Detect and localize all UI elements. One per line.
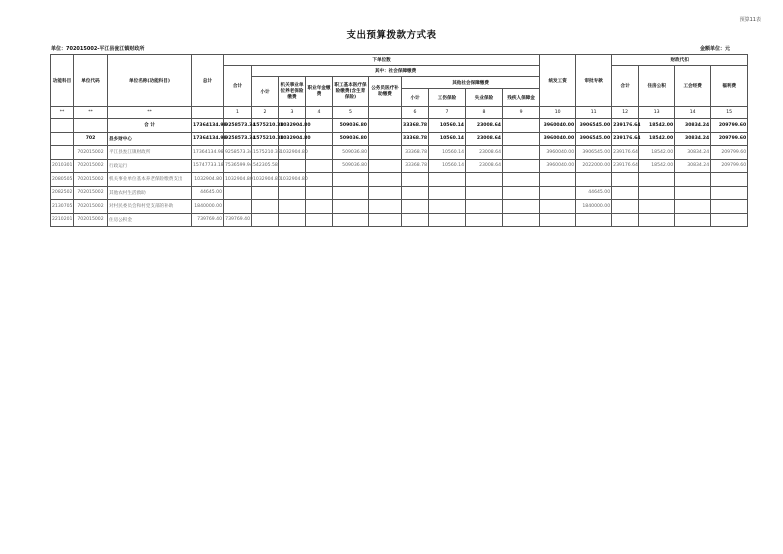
cell-civil-med <box>369 119 402 133</box>
cell-housing <box>639 173 675 187</box>
cell-salary: 3960040.00 <box>540 146 576 160</box>
cell-welfare <box>711 200 748 214</box>
cell-heji <box>224 200 252 214</box>
cell-medical: 509036.80 <box>333 159 369 173</box>
index-cell: 12 <box>612 107 639 119</box>
cell-heji: 7536599.94 <box>224 159 252 173</box>
cell-medical <box>333 186 369 200</box>
cell-func <box>51 146 74 160</box>
cell-xiaoji: 1032904.80 <box>252 173 279 187</box>
cell-union: 30834.24 <box>675 132 711 146</box>
cell-total: 1032904.80 <box>192 173 224 187</box>
cell-audit: 3906545.00 <box>576 132 612 146</box>
header-disabled: 残疾人保障金 <box>503 89 540 107</box>
header-xiaoji: 小计 <box>252 77 279 107</box>
cell-disabled <box>503 186 540 200</box>
header-unemploy: 失业保险 <box>466 89 503 107</box>
header-unit-code: 单位代码 <box>74 55 108 107</box>
cell-injury <box>429 186 466 200</box>
cell-disabled <box>503 146 540 160</box>
cell-welfare: 209799.60 <box>711 119 748 133</box>
cell-total: 17364134.98 <box>192 146 224 160</box>
header-audit: 审批专款 <box>576 55 612 107</box>
header-lower-unit: 下单位数 <box>224 55 540 66</box>
header-pension: 机关事业单位养老保险缴费 <box>279 77 306 107</box>
header-social-sec: 其中：社会保障缴费 <box>252 66 540 77</box>
cell-func: 2010301 <box>51 159 74 173</box>
cell-housing <box>639 200 675 214</box>
header-housing: 住房公积 <box>639 66 675 107</box>
cell-annuity <box>306 159 333 173</box>
cell-union: 30834.24 <box>675 146 711 160</box>
cell-func: 2210201 <box>51 213 74 227</box>
cell-civil-med <box>369 159 402 173</box>
header-other-xiaoji: 小计 <box>402 89 429 107</box>
cell-salary <box>540 213 576 227</box>
cell-welfare: 209799.60 <box>711 159 748 173</box>
header-annuity: 职业年金缴费 <box>306 77 333 107</box>
cell-housing: 18542.00 <box>639 132 675 146</box>
cell-xiaoji <box>252 213 279 227</box>
cell-fd-heji <box>612 213 639 227</box>
cell-housing: 18542.00 <box>639 159 675 173</box>
cell-oxiaoji: 33368.78 <box>402 132 429 146</box>
cell-name: 行政运行 <box>108 159 192 173</box>
cell-audit: 3906545.00 <box>576 119 612 133</box>
cell-total: 17364134.98 <box>192 119 224 133</box>
cell-name: 平江县瓮江镇财政所 <box>108 146 192 160</box>
header-heji: 合计 <box>224 66 252 107</box>
cell-salary: 3960040.00 <box>540 132 576 146</box>
cell-medical <box>333 200 369 214</box>
cell-code: 702015002 <box>74 173 108 187</box>
cell-disabled <box>503 200 540 214</box>
header-civil-med: 公务员医疗补助缴费 <box>369 77 402 107</box>
cell-injury: 10560.14 <box>429 146 466 160</box>
cell-func <box>51 132 74 146</box>
cell-oxiaoji <box>402 186 429 200</box>
index-cell: 2 <box>252 107 279 119</box>
cell-unemploy: 23008.64 <box>466 146 503 160</box>
index-cell: 9 <box>503 107 540 119</box>
index-cell: ** <box>74 107 108 119</box>
cell-civil-med <box>369 132 402 146</box>
cell-salary: 3960040.00 <box>540 159 576 173</box>
cell-unemploy: 23008.64 <box>466 132 503 146</box>
cell-injury <box>429 200 466 214</box>
cell-name: 对村民委员会和村党支部的补助 <box>108 200 192 214</box>
table-row <box>51 213 748 227</box>
cell-fd-heji: 239176.64 <box>612 159 639 173</box>
header-fiscal-direct: 财政代扣 <box>612 55 748 66</box>
cell-code: 702015002 <box>74 146 108 160</box>
cell-salary <box>540 173 576 187</box>
cell-code: 702015002 <box>74 213 108 227</box>
cell-oxiaoji <box>402 173 429 187</box>
cell-unemploy <box>466 186 503 200</box>
unit-org-label: 单位：702015002-平江县瓮江镇财政所 <box>51 46 145 52</box>
cell-civil-med <box>369 173 402 187</box>
table-row <box>51 173 748 187</box>
cell-disabled <box>503 119 540 133</box>
cell-fd-heji <box>612 200 639 214</box>
header-medical: 职工基本医疗保险缴费(含生育保险) <box>333 77 369 107</box>
cell-total: 15747733.18 <box>192 159 224 173</box>
cell-medical <box>333 173 369 187</box>
cell-union <box>675 200 711 214</box>
cell-func: 2080505 <box>51 173 74 187</box>
cell-salary <box>540 186 576 200</box>
cell-disabled <box>503 132 540 146</box>
cell-civil-med <box>369 213 402 227</box>
table-row <box>51 200 748 214</box>
cell-welfare: 209799.60 <box>711 146 748 160</box>
cell-xiaoji: 1575210.38 <box>252 132 279 146</box>
cell-heji <box>224 186 252 200</box>
cell-injury <box>429 213 466 227</box>
cell-welfare <box>711 173 748 187</box>
cell-pension <box>279 200 306 214</box>
cell-heji: 9258573.34 <box>224 132 252 146</box>
cell-func: 2130705 <box>51 200 74 214</box>
cell-union: 30834.24 <box>675 159 711 173</box>
cell-fd-heji <box>612 186 639 200</box>
page-tag: 预算11表 <box>739 17 761 23</box>
cell-annuity <box>306 146 333 160</box>
cell-medical: 509036.80 <box>333 146 369 160</box>
cell-total: 17364134.98 <box>192 132 224 146</box>
cell-pension: 1032904.80 <box>279 132 306 146</box>
cell-xiaoji: 1575210.38 <box>252 119 279 133</box>
cell-xiaoji <box>252 200 279 214</box>
index-cell: 3 <box>279 107 306 119</box>
header-pay-salary: 统发工资 <box>540 55 576 107</box>
cell-housing <box>639 213 675 227</box>
cell-code: 702 <box>74 132 108 146</box>
index-cell: ** <box>51 107 74 119</box>
header-fd-heji: 合计 <box>612 66 639 107</box>
cell-union <box>675 186 711 200</box>
cell-oxiaoji: 33368.78 <box>402 119 429 133</box>
cell-total: 1840000.00 <box>192 200 224 214</box>
cell-pension: 1032904.80 <box>279 173 306 187</box>
cell-func <box>51 119 74 133</box>
cell-pension <box>279 186 306 200</box>
table-row <box>51 159 748 173</box>
index-cell: 7 <box>429 107 466 119</box>
index-cell: 1 <box>224 107 252 119</box>
cell-disabled <box>503 213 540 227</box>
cell-disabled <box>503 173 540 187</box>
cell-annuity <box>306 213 333 227</box>
cell-heji: 739769.40 <box>224 213 252 227</box>
cell-oxiaoji: 33368.78 <box>402 159 429 173</box>
header-func-code: 功能科目 <box>51 55 74 107</box>
cell-name: 合 计 <box>108 119 192 133</box>
cell-code: 702015002 <box>74 159 108 173</box>
cell-housing: 18542.00 <box>639 119 675 133</box>
cell-fd-heji: 239176.64 <box>612 132 639 146</box>
cell-audit <box>576 213 612 227</box>
cell-audit: 44645.00 <box>576 186 612 200</box>
cell-name: 县乡财中心 <box>108 132 192 146</box>
cell-annuity <box>306 173 333 187</box>
cell-disabled <box>503 159 540 173</box>
index-cell: 10 <box>540 107 576 119</box>
header-injury: 工伤保险 <box>429 89 466 107</box>
cell-union <box>675 173 711 187</box>
index-row <box>51 107 748 119</box>
cell-welfare <box>711 213 748 227</box>
cell-heji: 9258573.34 <box>224 146 252 160</box>
cell-union <box>675 213 711 227</box>
cell-pension: 1032904.80 <box>279 146 306 160</box>
cell-code: 702015002 <box>74 200 108 214</box>
table-row <box>51 132 748 146</box>
cell-civil-med <box>369 200 402 214</box>
cell-housing <box>639 186 675 200</box>
cell-salary: 3960040.00 <box>540 119 576 133</box>
cell-xiaoji <box>252 186 279 200</box>
table-row <box>51 119 748 133</box>
index-cell: 4 <box>306 107 333 119</box>
cell-oxiaoji <box>402 213 429 227</box>
cell-civil-med <box>369 186 402 200</box>
index-cell: 11 <box>576 107 612 119</box>
cell-heji: 1032904.80 <box>224 173 252 187</box>
cell-welfare: 209799.60 <box>711 132 748 146</box>
index-cell <box>369 107 402 119</box>
cell-medical: 509036.80 <box>333 132 369 146</box>
cell-fd-heji: 239176.64 <box>612 119 639 133</box>
cell-civil-med <box>369 146 402 160</box>
cell-pension: 1032904.80 <box>279 119 306 133</box>
index-cell: ** <box>108 107 192 119</box>
unit-money-label: 金额单位：元 <box>699 46 730 52</box>
cell-audit: 1840000.00 <box>576 200 612 214</box>
index-cell: 5 <box>333 107 369 119</box>
cell-housing: 18542.00 <box>639 146 675 160</box>
cell-injury <box>429 173 466 187</box>
header-unit-name: 单位名称(功能科目) <box>108 55 192 107</box>
index-cell: 14 <box>675 107 711 119</box>
cell-injury: 10560.14 <box>429 119 466 133</box>
table-row <box>51 186 748 200</box>
cell-total: 739769.40 <box>192 213 224 227</box>
cell-union: 30834.24 <box>675 119 711 133</box>
cell-unemploy <box>466 213 503 227</box>
cell-oxiaoji: 33368.78 <box>402 146 429 160</box>
index-cell: 13 <box>639 107 675 119</box>
cell-audit <box>576 173 612 187</box>
cell-salary <box>540 200 576 214</box>
cell-oxiaoji <box>402 200 429 214</box>
cell-medical <box>333 213 369 227</box>
index-cell: 8 <box>466 107 503 119</box>
cell-unemploy <box>466 200 503 214</box>
header-union: 工会经费 <box>675 66 711 107</box>
cell-fd-heji: 239176.64 <box>612 146 639 160</box>
index-cell: 6 <box>402 107 429 119</box>
cell-pension <box>279 213 306 227</box>
cell-unemploy: 23008.64 <box>466 159 503 173</box>
cell-unemploy <box>466 173 503 187</box>
cell-name: 其他农村生活救助 <box>108 186 192 200</box>
page-title: 支出预算拨款方式表 <box>346 30 437 41</box>
cell-medical: 509036.80 <box>333 119 369 133</box>
cell-pension <box>279 159 306 173</box>
cell-unemploy: 23008.64 <box>466 119 503 133</box>
cell-injury: 10560.14 <box>429 132 466 146</box>
cell-func: 2082502 <box>51 186 74 200</box>
cell-fd-heji <box>612 173 639 187</box>
cell-annuity <box>306 186 333 200</box>
cell-injury: 10560.14 <box>429 159 466 173</box>
cell-welfare <box>711 186 748 200</box>
cell-code: 702015002 <box>74 186 108 200</box>
cell-audit: 3906545.00 <box>576 146 612 160</box>
cell-name: 机关事业单位基本养老保险缴费支出 <box>108 173 192 187</box>
cell-annuity <box>306 200 333 214</box>
cell-total: 44645.00 <box>192 186 224 200</box>
cell-heji: 9258573.34 <box>224 119 252 133</box>
header-total: 总计 <box>192 55 224 107</box>
index-cell: 15 <box>711 107 748 119</box>
cell-code <box>74 119 108 133</box>
cell-xiaoji: 1575210.38 <box>252 146 279 160</box>
cell-name: 住房公积金 <box>108 213 192 227</box>
cell-xiaoji: 542305.58 <box>252 159 279 173</box>
header-welfare: 福利费 <box>711 66 748 107</box>
table-row <box>51 146 748 160</box>
budget-table <box>50 54 748 227</box>
cell-audit: 2022000.00 <box>576 159 612 173</box>
header-other-social: 其他社会保障缴费 <box>402 77 540 89</box>
index-cell <box>192 107 224 119</box>
